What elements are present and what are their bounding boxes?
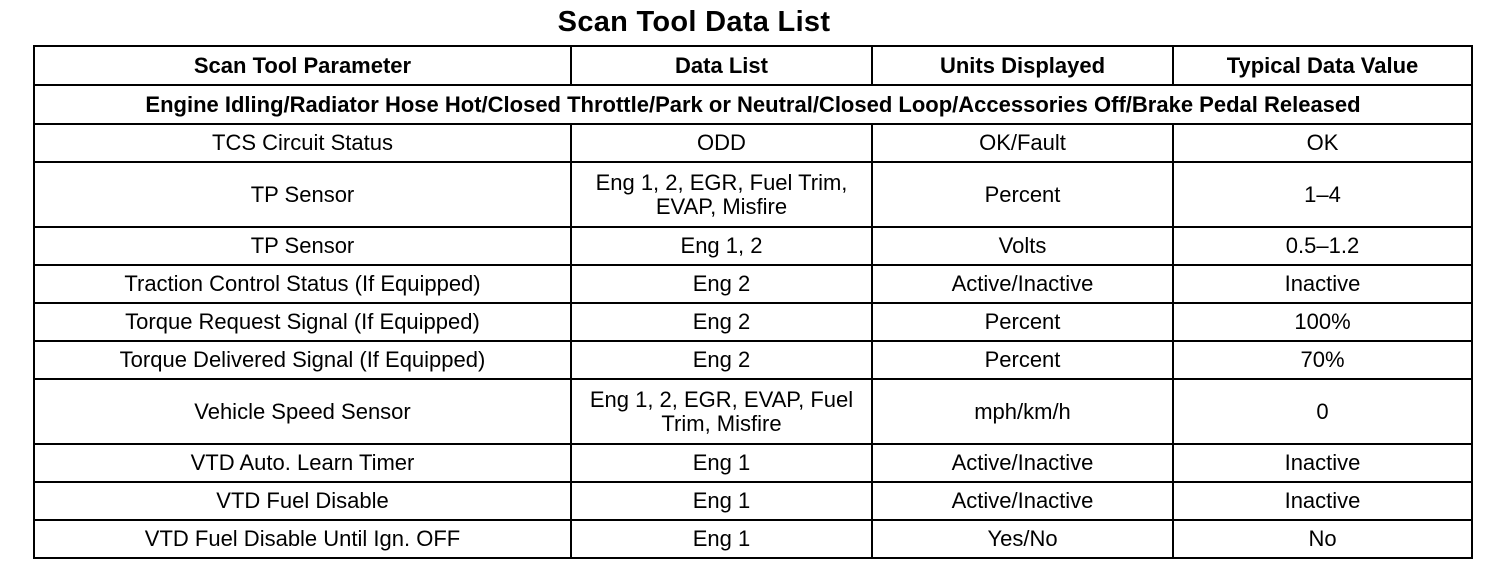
cell-parameter: VTD Fuel Disable Until Ign. OFF bbox=[34, 520, 571, 558]
condition-row bbox=[34, 85, 1472, 124]
cell-data-list: Eng 2 bbox=[571, 341, 872, 379]
cell-units: Active/Inactive bbox=[872, 482, 1173, 520]
column-header-units: Units Displayed bbox=[872, 46, 1173, 85]
table-row bbox=[34, 303, 1472, 341]
cell-typical-value: 0.5–1.2 bbox=[1173, 227, 1472, 265]
table-row bbox=[34, 265, 1472, 303]
cell-units: mph/km/h bbox=[872, 379, 1173, 444]
cell-typical-value: OK bbox=[1173, 124, 1472, 162]
table-row bbox=[34, 379, 1472, 444]
cell-typical-value: Inactive bbox=[1173, 482, 1472, 520]
cell-parameter: Traction Control Status (If Equipped) bbox=[34, 265, 571, 303]
cell-data-list: Eng 2 bbox=[571, 265, 872, 303]
cell-typical-value: Inactive bbox=[1173, 265, 1472, 303]
cell-parameter: TP Sensor bbox=[34, 227, 571, 265]
cell-typical-value: Inactive bbox=[1173, 444, 1472, 482]
cell-units: OK/Fault bbox=[872, 124, 1173, 162]
table-row bbox=[34, 520, 1472, 558]
table-row bbox=[34, 227, 1472, 265]
cell-typical-value: 0 bbox=[1173, 379, 1472, 444]
cell-data-list: Eng 1 bbox=[571, 482, 872, 520]
cell-units: Percent bbox=[872, 303, 1173, 341]
page-title: Scan Tool Data List bbox=[557, 6, 831, 38]
cell-units: Volts bbox=[872, 227, 1173, 265]
cell-typical-value: No bbox=[1173, 520, 1472, 558]
table-row bbox=[34, 124, 1472, 162]
cell-data-list: Eng 1, 2 bbox=[571, 227, 872, 265]
cell-data-list: Eng 1, 2, EGR, EVAP, Fuel Trim, Misfire bbox=[571, 379, 872, 444]
scan-tool-data-table bbox=[33, 45, 1473, 559]
cell-data-list: Eng 2 bbox=[571, 303, 872, 341]
table-header-row bbox=[34, 46, 1472, 85]
cell-parameter: VTD Auto. Learn Timer bbox=[34, 444, 571, 482]
cell-parameter: Torque Request Signal (If Equipped) bbox=[34, 303, 571, 341]
cell-units: Percent bbox=[872, 162, 1173, 227]
cell-units: Active/Inactive bbox=[872, 265, 1173, 303]
column-header-parameter: Scan Tool Parameter bbox=[34, 46, 571, 85]
table-row bbox=[34, 162, 1472, 227]
cell-typical-value: 100% bbox=[1173, 303, 1472, 341]
table-row bbox=[34, 444, 1472, 482]
cell-parameter: Torque Delivered Signal (If Equipped) bbox=[34, 341, 571, 379]
cell-parameter: TP Sensor bbox=[34, 162, 571, 227]
table-row bbox=[34, 341, 1472, 379]
cell-units: Active/Inactive bbox=[872, 444, 1173, 482]
cell-data-list: Eng 1 bbox=[571, 520, 872, 558]
cell-units: Yes/No bbox=[872, 520, 1173, 558]
operating-condition: Engine Idling/Radiator Hose Hot/Closed Throttle/Park or Neutral/Closed Loop/Accessories Off/Brake Pedal Released bbox=[34, 85, 1472, 124]
table-row bbox=[34, 482, 1472, 520]
cell-data-list: Eng 1 bbox=[571, 444, 872, 482]
column-header-data-list: Data List bbox=[571, 46, 872, 85]
cell-parameter: TCS Circuit Status bbox=[34, 124, 571, 162]
cell-typical-value: 1–4 bbox=[1173, 162, 1472, 227]
column-header-typical-value: Typical Data Value bbox=[1173, 46, 1472, 85]
cell-typical-value: 70% bbox=[1173, 341, 1472, 379]
cell-parameter: VTD Fuel Disable bbox=[34, 482, 571, 520]
cell-parameter: Vehicle Speed Sensor bbox=[34, 379, 571, 444]
cell-data-list: Eng 1, 2, EGR, Fuel Trim, EVAP, Misfire bbox=[571, 162, 872, 227]
cell-data-list: ODD bbox=[571, 124, 872, 162]
cell-units: Percent bbox=[872, 341, 1173, 379]
